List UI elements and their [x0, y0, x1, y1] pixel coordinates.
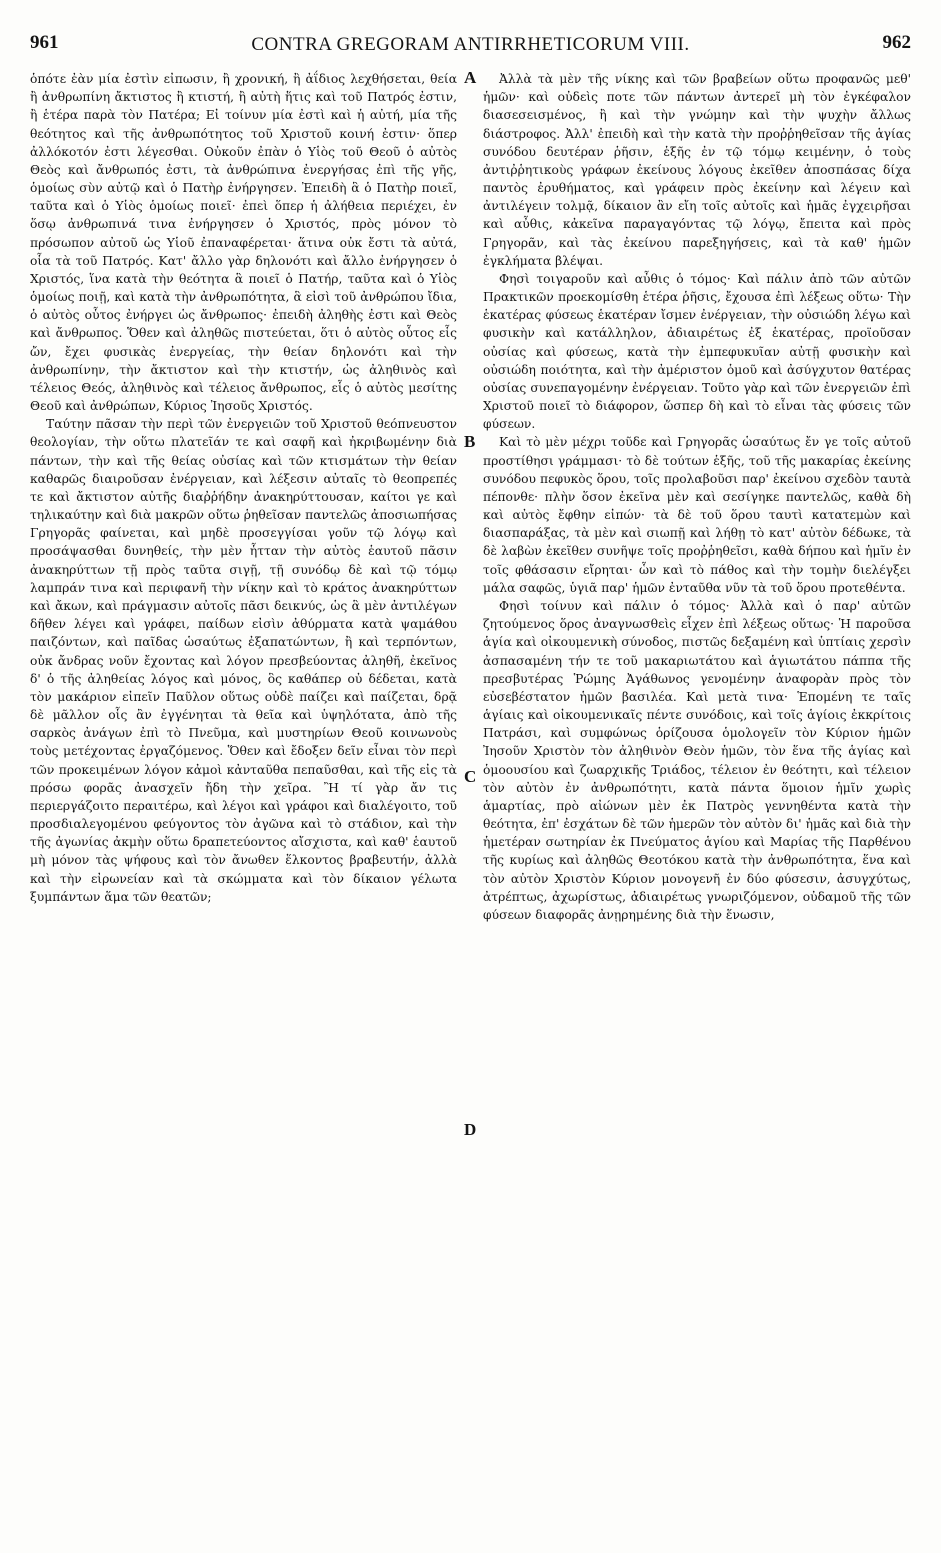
right-column	[483, 70, 911, 924]
margin-marker-a: A	[464, 68, 477, 87]
right-paragraph-2: Φησὶ τοιγαροῦν καὶ αὖθις ὁ τόμος· Καὶ πάλιν ἀπὸ τῶν αὐτῶν Πρακτικῶν προεκομίσθη ἑτέρα ῥῆσις, ἔχουσα ἐπὶ λέξεως οὕτω· Τὴν ἑκατέρας φύσεως ἑκατέραν ἴσμεν ἐνέργειαν, τὴν οὐσιώδη λέγω καὶ φυσικὴν καὶ κατάλληλον, ἀδιαιρέτως ἐξ ἑκατέρας, προϊοῦσαν οὐσίας καὶ φύσεως, κατὰ τὴν ἐμπεφυκυῖαν αὐτῇ φυσικὴν καὶ οὐσιώδη ποιότητα, καὶ τὴν ἀμέριστον ὁμοῦ καὶ ἀσύγχυτον θατέρας οὐσίας συνεπαγομένην ἐνέργειαν. Τοῦτο γὰρ καὶ τῶν ἐνεργειῶν ἐπὶ Χριστοῦ ποιεῖ τὸ διάφορον, ὥσπερ δὴ καὶ τὸ εἶναι τὰς φύσεις τῶν φύσεων.	[483, 271, 911, 432]
margin-marker-c: C	[464, 767, 477, 786]
right-paragraph-1: Ἀλλὰ τὰ μὲν τῆς νίκης καὶ τῶν βραβείων οὕτω προφανῶς μεθ' ἡμῶν· καὶ οὐδεὶς ποτε τῶν πάντων ἀντερεῖ μὴ τὸν ἐγκέφαλον διασεσεισμένος, ἢ καὶ τὴν γνώμην καὶ τὴν ψυχὴν ἄλλως διάστροφος. Ἀλλ' ἐπειδὴ καὶ τὴν κατὰ τὴν προῤῥηθεῖσαν τῆς ἁγίας συνόδου δευτέραν ῥῆσιν, ἑξῆς ἐν τῷ τόμῳ κειμένην, ὁ τοὺς ἀντιῤῥητικοὺς γράφων ἐκείνους λόγους ἐκεῖθεν ἀποσπάσας δίχα παντὸς ἐρυθήματος, καὶ γράφειν πρὸς ἐκείνην καὶ λέγειν καὶ ἀντιλέγειν τολμᾷ, δίκαιον ἂν εἴη τοῖς αὐτοῖς καὶ ἡμᾶς ἐγχειρῆσαι καὶ αὖθις, κἀκεῖνα παραγαγόντας τῷ λόγῳ, ἔπειτα καὶ πρὸς Γρηγορᾶν, καὶ τὰς ἐκείνου παρεξηγήσεις, καὶ τὰ καθ' ἡμῶν ἐγκλήματα βλέψαι.	[483, 72, 911, 268]
left-column	[30, 70, 457, 906]
page-number-right: 962	[882, 32, 911, 53]
right-paragraph-3: Καὶ τὸ μὲν μέχρι τοῦδε καὶ Γρηγορᾶς ὡσαύτως ἔν γε τοῖς αὐτοῦ προστίθησι γράμμασι· τὸ δὲ τούτων ἑξῆς, τοῦ τῆς μακαρίας ἐκείνης συνόδου πεφυκὸς ὅρου, τοῖς προλαβοῦσι παρ' ἐκείνου σχεδὸν ταυτὰ πέπονθε· πλὴν ὅσον ἐκεῖνα μὲν καὶ σεσίγηκε παντελῶς, καθὰ δὴ καὶ αὐτὸς ἔφθην εἰπών· τὰ δὲ τοῦ ὅρου ταυτὶ κατατεμὼν καὶ διασπαράξας, τὰ μὲν καὶ σιωπῇ καὶ λήθῃ τὸ κατ' αὐτὸν δέδωκε, τὰ δὲ λαβὼν ἐκεῖθεν συνῆψε τοῖς προῤῥηθεῖσι, καθὰ δήπου καὶ ἡμῖν ἐν τοῖς φθάσασιν εἴρηται· ὧν καὶ τὸ πάθος καὶ τὴν τομὴν διελέγξει μάλα σαφῶς, ὑγιᾶ παρ' ἡμῶν ἐνταῦθα νῦν τὰ τοῦ ὅρου προτεθέντα.	[483, 435, 911, 595]
right-paragraph-4: Φησὶ τοίνυν καὶ πάλιν ὁ τόμος· Ἀλλὰ καὶ ὁ παρ' αὐτῶν ζητούμενος ὅρος ἀναγνωσθεὶς εἶχεν ἐπὶ λέξεως οὕτως· Ἡ παροῦσα ἁγία καὶ οἰκουμενικὴ σύνοδος, πιστῶς δεξαμένη καὶ ὑπτίαις χερσὶν ἀσπασαμένη τήν τε τοῦ μακαριωτάτου καὶ ἁγιωτάτου πάππα τῆς πρεσβυτέρας Ῥώμης Ἀγάθωνος γενομένην ἀναφορὰν πρὸς τὸν εὐσεβέστατον ἡμῶν βασιλέα. Καὶ μετὰ τινα· Ἑπομένη τε ταῖς ἁγίαις καὶ οἰκουμενικαῖς πέντε συνόδοις, καὶ τοῖς ἁγίοις ἐκκρίτοις Πατράσι, καὶ συμφώνως ὁρίζουσα ὁμολογεῖν τὸν Κύριον ἡμῶν Ἰησοῦν Χριστὸν τὸν ἀληθινὸν Θεὸν ἡμῶν, τὸν ἕνα τῆς ἁγίας καὶ ὁμοουσίου καὶ ζωαρχικῆς Τριάδος, τέλειον ἐν θεότητι, καὶ τέλειον τὸν αὐτὸν ἐν ἀνθρωπότητι, κατὰ πάντα ὅμοιον ἡμῖν χωρὶς ἁμαρτίας, πρὸ αἰώνων μὲν ἐκ Πατρὸς γεννηθέντα κατὰ τὴν θεότητα, ἐπ' ἐσχάτων δὲ τῶν ἡμερῶν τὸν αὐτὸν δι' ἡμᾶς καὶ διὰ τὴν ἡμετέραν σωτηρίαν ἐκ Πνεύματος ἁγίου καὶ Μαρίας τῆς Παρθένου τῆς κυρίως καὶ ἀληθῶς Θεοτόκου κατὰ τὴν ἀνθρωπότητα, ἕνα καὶ τὸν αὐτὸν Χριστὸν Κύριον μονογενῆ ἐν δύο φύσεσιν, ἀσυγχύτως, ἀτρέπτως, ἀχωρίστως, ἀδιαιρέτως γνωριζόμενον, οὐδαμοῦ τῆς τῶν φύσεων διαφορᾶς ἀνῃρημένης διὰ τὴν ἕνωσιν,	[483, 598, 911, 922]
margin-marker-d: D	[464, 1120, 477, 1139]
left-paragraph-2: Ταύτην πᾶσαν τὴν περὶ τῶν ἐνεργειῶν τοῦ Χριστοῦ θεόπνευστον θεολογίαν, τὴν οὕτω πλατεῖάν τε καὶ σαφῆ καὶ ἠκριβωμένην διὰ πάντων, τὴν καὶ τῆς θείας οὐσίας καὶ τῶν κτισμάτων τὴν θείαν καθαρῶς διαιροῦσαν ἐνέργειαν, καὶ λέξεσιν αὐταῖς τὸ θεοπρεπές τε καὶ ἄκτιστον αὐτῆς διαῤῥήδην ἀνακηρύττουσαν, καίτοι γε καὶ τηλικαύτην καὶ διὰ μακρῶν οὕτω ῥηθεῖσαν παντελῶς ἀποσιωπήσας Γρηγορᾶς φαίνεται, καὶ μηδὲ προσεγγίσαι γοῦν τῷ λόγῳ καὶ προσάψασθαι δυνηθείς, τὴν μὲν ἧτταν τὴν αὐτὸς ἑαυτοῦ πᾶσιν ἀνακηρύττων τῇ πρὸς ταῦτα σιγῇ, τῇ συνόδῳ δὲ καὶ τῷ τόμῳ λαμπράν τινα καὶ περιφανῆ τὴν νίκην καὶ τὸ κράτος ἀνακηρύττων καὶ ἄκων, καὶ πράγμασιν αὐτοῖς πᾶσι δεικνύς, ὡς ἃ μὲν ἀντιλέγων δῆθεν λέγει καὶ γράφει, παίδων εἰσὶν ἀθύρματα κατὰ ψαμάθου παιζόντων, καὶ παῖδας ὡσαύτως ἐξαπατώντων, ἢ καὶ τερπόντων, οὐκ ἄνδρας νοῦν ἔχοντας καὶ λόγον πρεσβεύοντας ἀληθῆ, ἐκεῖνος δ' ὁ τῆς ἀληθείας λόγος καὶ μόνος, ὃς καθάπερ οὐ δέδεται, κατὰ τὸν μακάριον εἰπεῖν Παῦλον οὕτως οὐδὲ παίζει καὶ παίζεται, δρᾷ δὲ μᾶλλον οἷς ἂν ἐγγένηται τὰ θεῖα καὶ ὑψηλότατα, ἀπὸ τῆς σαρκὸς ἀνάγων ἐπὶ τὸ Πνεῦμα, καὶ μυστηρίων Θεοῦ κοινωνοὺς τοὺς μετέχοντας ἐργαζόμενος. Ὅθεν καὶ ἔδοξεν δεῖν εἶναι τὸν περὶ τῶν προκειμένων λόγον κἀμοὶ κἀνταῦθα πεπαῦσθαι, καὶ τῆς εἰς τὰ πρόσω φορᾶς ἀνασχεῖν ἤδη τὴν χεῖρα. Ἢ τί γὰρ ἄν τις περιεργάζοιτο περαιτέρω, καὶ λέγοι καὶ γράφοι καὶ διαλέγοιτο, τοῦ προσδιαλεγομένου φεύγοντος τὸν ἀγῶνα καὶ τὸ στάδιον, καὶ τὴν τῆς ἀγωνίας ἀκμὴν οὕτω δραπετεύοντος αἴσχιστα, καὶ καθ' ἑαυτοῦ μὴ μόνον τὰς ψήφους καὶ τὸν ἄνωθεν ἕλκοντος βραβευτήν, ἀλλὰ καὶ τὴν εἰρωνείαν καὶ τὰ σκώμματα καὶ τὸν δίκαιον γέλωτα ξυμπάντων ἅμα τῶν θεατῶν;	[30, 417, 457, 904]
running-title: CONTRA GREGORAM ANTIRRHETICORUM VIII.	[251, 34, 690, 55]
left-paragraph-1: ὁπότε ἐὰν μία ἐστὶν εἰπωσιν, ἢ χρονική, ἢ ἀΐδιος λεχθήσεται, θεία ἢ ἀνθρωπίνη ἄκτιστος ἢ κτιστή, ἢ αὐτὴ ἥτις καὶ τοῦ Πατρός ἐστιν, ἢ ἑτέρα παρὰ τὸν Πατέρα; Εἰ τοίνυν μία ἐστὶ καὶ ἡ αὐτή, μία τῆς θεότητος καὶ τῆς ἀνθρωπότητος τοῦ Χριστοῦ κοινή ἐστιν· ὅπερ ἀλλόκοτόν ἐστι λέγεσθαι. Οὐκοῦν ἐπὰν ὁ Υἱὸς τοῦ Θεοῦ ὁ αὐτὸς Θεὸς καὶ ἄνθρωπός ἐστι, τὰ ἀνθρώπινα ἐνεργήσας ἐπὶ τῆς γῆς, ὁμοίως σὺν αὐτῷ καὶ ὁ Πατὴρ ἐνήργησεν. Ἐπειδὴ ἃ ὁ Πατὴρ ποιεῖ, ταῦτα καὶ ὁ Υἱὸς ὁμοίως ποιεῖ· ἐπεὶ ὅπερ ἡ ἀλήθεια περιέχει, ἐν ὅσῳ ἀνθρωπινά τινα ἐνήργησεν ὁ Χριστός, πρὸς μόνον τὸ πρόσωπον αὐτοῦ ὡς Υἱοῦ ἐπαναφέρεται· ἅτινα οὐκ ἔστι τὰ αὐτά, οἷα τὰ τοῦ Πατρός. Κατ' ἄλλο γὰρ δηλονότι καὶ ἄλλο ἐνήργησεν ὁ Χριστός, ἵνα κατὰ τὴν θεότητα ἃ ποιεῖ ὁ Πατήρ, ταῦτα καὶ ὁ Υἱὸς ὁμοίως ποιῇ, καὶ κατὰ τὴν ἀνθρωπότητα, ἃ εἰσὶ τοῦ ἀνθρώπου ἴδια, ὁ αὐτὸς οὗτος ἐνήργει ὡς ἄνθρωπος· ἐπειδὴ ἀληθὴς ἐστι καὶ Θεὸς καὶ ἄνθρωπος. Ὅθεν καὶ ἀληθῶς πιστεύεται, ὅτι ὁ αὐτὸς οὗτος εἷς ὤν, ἔχει φυσικὰς ἐνεργείας, τὴν θείαν δηλονότι καὶ τὴν ἀνθρωπίνην, τὴν ἄκτιστον καὶ τὴν κτιστήν, ὡς ἀληθινὸς καὶ τέλειος Θεός, ἀληθινὸς καὶ τέλειος ἄνθρωπος, εἷς ὁ αὐτὸς μεσίτης Θεοῦ καὶ ἀνθρώπων, Κύριος Ἰησοῦς Χριστός.	[30, 72, 457, 414]
running-header	[30, 32, 911, 66]
margin-marker-b: B	[464, 432, 476, 451]
page-number-left: 961	[30, 32, 59, 53]
